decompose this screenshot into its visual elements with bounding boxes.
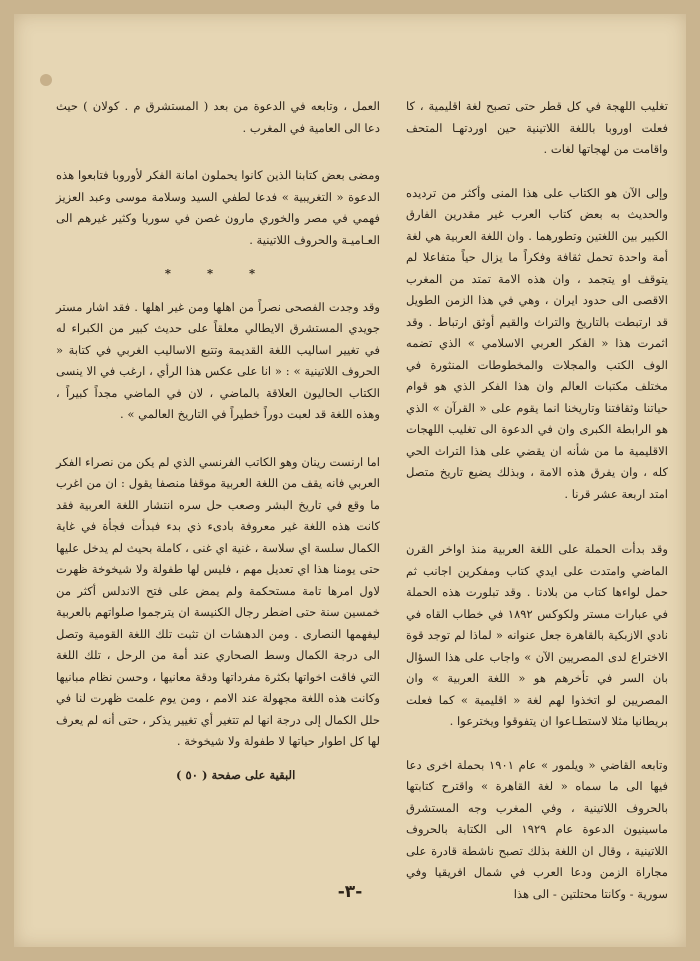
document-page xyxy=(14,14,686,947)
paragraph: العمل ، وتابعه في الدعوة من بعد ( المستشرق م . كولان ) حيث دعا الى العامية في المغرب . xyxy=(56,99,380,135)
page-number: -٣- xyxy=(337,882,363,902)
section-separator: * * * xyxy=(164,266,272,280)
paragraph: تغليب اللهجة في كل قطر حتى تصبح لغة اقليمية ، كا فعلت اوروبا باللغة اللاتينية حين اوردتهـا المتحف واقامت من لهجاتها لغات . xyxy=(406,99,668,156)
paragraph: اما ارنست رينان وهو الكاتب الفرنسي الذي لم يكن من نصراء الفكر العربي فانه يقف من اللغة العربية موقفا منصفا يقول : ان من اغرب ما وقع في تاريخ البشر وصعب حل سره انتشار اللغة العربية فقد كانت هذه اللغة غير معروفة بادىء ذي بدء فبدأت فجأة في غاية الكمال سلسة اي سلاسة ، غنية اي غنى ، كاملة بحيث لم يدخل عليها حتى يومنا هذا اي تعديل مهم ، فليس لها طفولة ولا شيخوخة ظهرت لاول امرها تامة مستحكمة ولم يمض على فتح الاندلس أكثر من خمسين سنة حتى اضطر رجال الكنيسة ان يترجموا صلواتهم بالعربية ليفهمها النصارى . ومن الدهشات ان تثبت تلك اللغة القومية وتصل الى درجة الكمال وسط الصحاري عند أمة من الرحل ، تلك اللغة التي فاقت اخواتها بكثرة مفرداتها ودقة معانيها ، وحسن نظام مبانيها وكانت هذه اللغة مجهولة عند الامم ، ومن يوم علمت ظهرت لنا في حلل الكمال إلى درجة انها لم تتغير أي تغيير يذكر ، حتى أنه لم يعرف لها كل اطوار حياتها لا طفولة ولا شيخوخة . xyxy=(56,454,380,748)
right-column xyxy=(406,96,668,917)
continued-note: البقية على صفحة ( ٥٠ ) xyxy=(176,767,296,782)
paragraph: ومضى بعض كتابنا الذين كانوا يحملون امانة الفكر لأوروبا فتابعوا هذه الدعوة « التغريبية » فدعا لطفي السيد وسلامة موسى وعبد العزيز فهمي في مصر والخوري مارون غصن في سوريا وكثير غيرهم الى العـاميـة والحروف اللاتينية . xyxy=(56,168,380,247)
paragraph: وقد بدأت الحملة على اللغة العربية منذ اواخر القرن الماضي وامتدت على ايدي كتاب ومفكرين اجانب ثم حمل لواءها كتاب من بلادنا . وقد تبلورت هذه الحملة في عبارات مستر ولكوكس ١٨٩٢ في خطاب القاه في نادي الازبكية بالقاهرة جعل عنوانه « لماذا لم توجد قوة الاختراع لدى المصريين الآن » واجاب على هذا السؤال بان السر في تأخرهم هو « اللغة العربية » وان المصريين لو اتخذوا لهم لغة « اقليمية » كما فعلت بريطانيا مثلا لاستطـاعوا ان يتفوقوا ويخترعوا . xyxy=(406,542,668,728)
paragraph: وتابعه القاضي « ويلمور » عام ١٩٠١ بحملة اخرى دعا فيها الى ما سماه « لغة القاهرة » واقترح كتابتها بالحروف اللاتينية ، وفي المغرب وجه المستشرق ماسينيون الدعوة عام ١٩٢٩ الى الكتابة بالحروف اللاتينية ، وقال ان اللغة بذلك تصبح ناشطة قادرة على مجاراة الزمن ودعا العرب في شمال افريقيا وفي سورية - وكانتا محتلتين - الى هذا xyxy=(406,757,668,901)
punch-hole xyxy=(40,74,52,86)
paragraph: وقد وجدت الفصحى نصراً من اهلها ومن غير اهلها . فقد اشار مستر جويدي المستشرق الايطالي معلقاً على حديث كبير من الكبراء له في تغيير اساليب اللغة القديمة وتتبع الاساليب الغربي في كتابة « الحروف اللاتينية » : « انا على عكس هذا الرأي ، ارغب في الا ينسى الكتاب الحاليون العلاقة بالماضي ، لان في الماضي مجداً كبيراً ، وهذه اللغة قد لعبت دوراً خطيراً في التاريخ العالمي » . xyxy=(56,299,380,421)
paragraph: وإلى الآن هو الكتاب على هذا المنى وأكثر من ترديده والحديث به بعض كتاب العرب غير مقدرين الفارق الكبير بين اللغتين وتطورهما . وان اللغة العربية هي لغة أمة واحدة تحمل ثقافة وفكراً ما يزال حياً متفاعلا لم يتوقف او يتجمد ، وان هذه الامة تمتد من المغرب الاقصى الى حدود ايران ، وهي في هذا الزمن الطويل قد ارتبطت بالتاريخ والتراث والقيم أوثق ارتباط . وقد اثمرت هذا « الفكر العربي الاسلامي » الذي تضمه الوف الكتب والمجلات والمخطوطات المنثورة في مختلف مكتبات العالم وان هذا الفكر الذي هو قوام حياتنا وثقافتنا وتاريخنا انما يقوم على « القرآن » الذي هو الرابطة الكبرى وان في الدعوة الى تغليب اللهجات الاقليمية ما من شأنه ان يقضي على هذا التراث الحي كله ، وان يفرق هذه الامة ، وبذلك يضيع تاريخ متصل امتد اربعة عشر قرنا . xyxy=(406,185,668,501)
left-column xyxy=(56,96,380,786)
